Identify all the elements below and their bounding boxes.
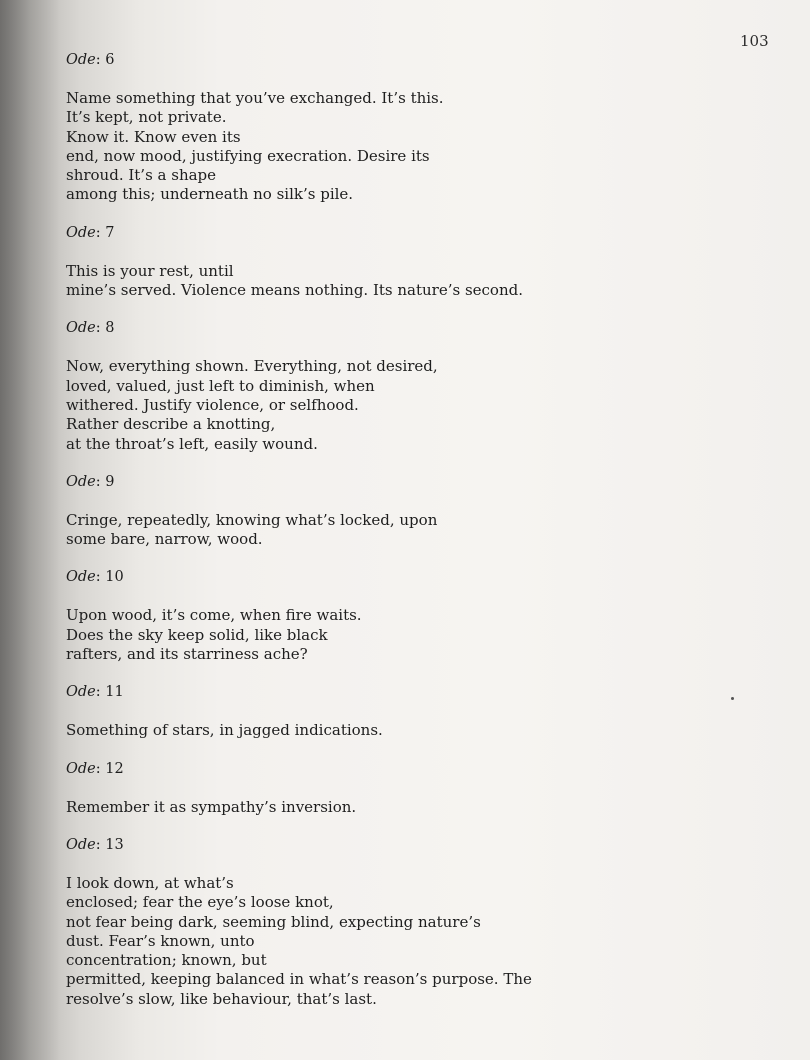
ode-number: : 12 bbox=[95, 760, 124, 777]
paper-speck bbox=[731, 697, 734, 700]
ode-number: : 6 bbox=[95, 52, 115, 68]
ode-heading bbox=[66, 224, 626, 243]
ode-heading bbox=[66, 760, 626, 779]
ode-label: Ode bbox=[66, 836, 96, 853]
ode-stanza bbox=[66, 89, 626, 205]
poem-line: Now, everything shown. Everything, not desired, bbox=[66, 357, 438, 376]
poem-line: I look down, at what’s bbox=[66, 873, 234, 892]
page-gutter-shadow bbox=[0, 0, 60, 1060]
poem-line: withered. Justify violence, or selfhood. bbox=[66, 395, 359, 414]
ode-stanza bbox=[66, 262, 626, 301]
poem-line: loved, valued, just left to diminish, when bbox=[66, 376, 375, 395]
ode-section bbox=[66, 568, 626, 664]
ode-label: Ode bbox=[66, 224, 96, 241]
ode-label: Ode bbox=[66, 320, 96, 337]
poem-content bbox=[66, 51, 626, 1009]
poem-line: shroud. It’s a shape bbox=[66, 166, 217, 185]
ode-stanza bbox=[66, 721, 626, 740]
ode-label: Ode bbox=[66, 473, 96, 490]
poem-line: concentration; known, but bbox=[66, 951, 267, 970]
ode-heading bbox=[66, 319, 626, 338]
ode-number: : 13 bbox=[95, 836, 124, 853]
poem-line: Upon wood, it’s come, when fire waits. bbox=[66, 606, 362, 625]
poem-line: Rather describe a knotting, bbox=[66, 415, 276, 434]
ode-heading bbox=[66, 683, 626, 702]
page-number: 103 bbox=[740, 32, 769, 50]
ode-section bbox=[66, 760, 626, 817]
poem-line: Name something that you’ve exchanged. It’s this. bbox=[66, 89, 444, 107]
ode-label: Ode bbox=[66, 569, 96, 586]
ode-heading bbox=[66, 473, 626, 492]
poem-line: some bare, narrow, wood. bbox=[66, 530, 263, 549]
ode-label: Ode bbox=[66, 760, 96, 777]
poem-line: at the throat’s left, easily wound. bbox=[66, 434, 318, 453]
ode-number: : 11 bbox=[95, 684, 124, 701]
ode-stanza bbox=[66, 357, 626, 453]
poem-line: Does the sky keep solid, like black bbox=[66, 625, 328, 644]
ode-section bbox=[66, 319, 626, 453]
ode-section bbox=[66, 51, 626, 205]
ode-stanza bbox=[66, 798, 626, 817]
ode-stanza bbox=[66, 511, 626, 550]
poem-line: enclosed; fear the eye’s loose knot, bbox=[66, 893, 334, 912]
ode-section bbox=[66, 836, 626, 1009]
ode-number: : 7 bbox=[95, 224, 115, 241]
poem-line: not fear being dark, seeming blind, expecting nature’s bbox=[66, 912, 481, 931]
poem-line: It’s kept, not private. bbox=[66, 108, 227, 127]
ode-heading bbox=[66, 51, 626, 70]
poem-line: Remember it as sympathy’s inversion. bbox=[66, 797, 357, 816]
ode-number: : 9 bbox=[95, 473, 115, 490]
ode-section bbox=[66, 473, 626, 550]
ode-label: Ode bbox=[66, 684, 96, 701]
ode-heading bbox=[66, 568, 626, 587]
poem-line: Cringe, repeatedly, knowing what’s locked, upon bbox=[66, 510, 438, 529]
ode-section bbox=[66, 224, 626, 301]
ode-number: : 8 bbox=[95, 320, 115, 337]
ode-heading bbox=[66, 836, 626, 855]
ode-label: Ode bbox=[66, 52, 96, 68]
ode-stanza bbox=[66, 606, 626, 664]
poem-line: permitted, keeping balanced in what’s reason’s purpose. The bbox=[66, 970, 532, 989]
poem-line: dust. Fear’s known, unto bbox=[66, 931, 255, 950]
ode-number: : 10 bbox=[95, 569, 124, 586]
poem-line: This is your rest, until bbox=[66, 261, 234, 280]
poem-line: mine’s served. Violence means nothing. Its nature’s second. bbox=[66, 281, 523, 300]
poem-line: Something of stars, in jagged indications. bbox=[66, 721, 383, 740]
poem-line: resolve’s slow, like behaviour, that’s last. bbox=[66, 989, 377, 1008]
poem-line: rafters, and its starriness ache? bbox=[66, 645, 308, 664]
poem-line: among this; underneath no silk’s pile. bbox=[66, 185, 354, 204]
poem-line: end, now mood, justifying execration. Desire its bbox=[66, 146, 430, 165]
ode-stanza bbox=[66, 874, 626, 1009]
ode-section bbox=[66, 683, 626, 740]
poem-line: Know it. Know even its bbox=[66, 127, 241, 146]
